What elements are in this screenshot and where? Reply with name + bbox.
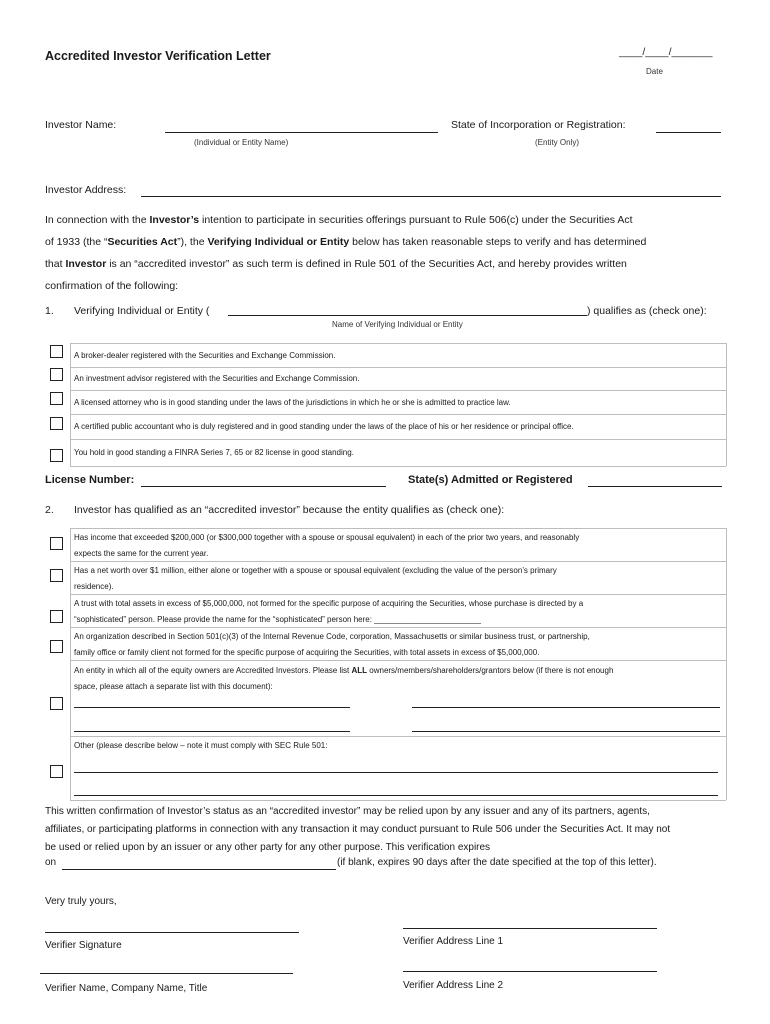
option-net-worth: Has a net worth over $1 million, either alone or together with a spouse or spousal equivalent (excluding the value of the person’s primary residence). (74, 566, 557, 591)
table2-top-border (70, 528, 726, 529)
table1-divider (70, 439, 726, 440)
table2-right-border (726, 528, 727, 800)
other-description-field[interactable] (74, 795, 718, 796)
owner-field[interactable] (412, 707, 720, 708)
finra-checkbox[interactable] (50, 449, 63, 462)
verifier-signature-field[interactable] (45, 932, 299, 933)
option-trust: A trust with total assets in excess of $5,000,000, not formed for the specific purpose of acquiring the Securities, whose purchase is directed by a “sophisticated” person. Please provide the name for the “sophisticated” person here: ________________________ (74, 599, 584, 624)
section1-number: 1. (45, 305, 54, 317)
option-broker-dealer: A broker-dealer registered with the Securities and Exchange Commission. (74, 351, 336, 360)
owner-field[interactable] (74, 731, 350, 732)
investor-name-caption: (Individual or Entity Name) (194, 138, 289, 147)
expires-on-label: on (45, 857, 57, 868)
net-worth-checkbox[interactable] (50, 569, 63, 582)
cpa-checkbox[interactable] (50, 417, 63, 430)
state-caption: (Entity Only) (535, 138, 580, 147)
option-entity-owners: An entity in which all of the equity owners are Accredited Investors. Please list ALL owners/members/shareholders/grantors below (if there is not enough space, please attach a separate list with this document): (74, 666, 614, 691)
investment-advisor-checkbox[interactable] (50, 368, 63, 381)
owner-field[interactable] (74, 707, 350, 708)
section2-number: 2. (45, 504, 54, 516)
other-description-field[interactable] (74, 772, 718, 773)
table1-top-border (70, 343, 726, 344)
table1-divider (70, 367, 726, 368)
expires-note: (if blank, expires 90 days after the date specified at the top of this letter). (337, 857, 657, 868)
license-number-field[interactable] (141, 486, 386, 487)
very-truly-yours: Very truly yours, (45, 896, 117, 907)
trust-checkbox[interactable] (50, 610, 63, 623)
expiration-date-field[interactable] (62, 869, 336, 870)
table2-divider (70, 736, 726, 737)
table1-left-border (70, 343, 71, 466)
states-admitted-label: State(s) Admitted or Registered (408, 474, 573, 486)
state-label: State of Incorporation or Registration: (451, 119, 626, 131)
date-caption: Date (646, 67, 663, 76)
owner-field[interactable] (412, 731, 720, 732)
verifier-name-label: Verifier Name, Company Name, Title (45, 983, 208, 994)
verifier-address1-label: Verifier Address Line 1 (403, 936, 504, 947)
states-admitted-field[interactable] (588, 486, 722, 487)
verifier-address1-field[interactable] (403, 928, 657, 929)
page-title: Accredited Investor Verification Letter (45, 49, 271, 63)
organization-checkbox[interactable] (50, 640, 63, 653)
table1-right-border (726, 343, 727, 466)
table2-bottom-border (70, 800, 726, 801)
investor-address-field[interactable] (141, 196, 721, 197)
closing-paragraph: This written confirmation of Investor’s status as an “accredited investor” may be relied upon by any issuer and any of its partners, agents, affiliates, or participating platforms in connection with any transaction it may conduct pursuant to Rule 506 under the Securities Act. It may not be used or relied upon by an issuer or any other party for any other purpose. This verification expires (45, 806, 671, 853)
state-field[interactable] (656, 132, 721, 133)
verifier-address2-field[interactable] (403, 971, 657, 972)
table1-divider (70, 414, 726, 415)
verifier-address2-label: Verifier Address Line 2 (403, 980, 504, 991)
verifier-name-field[interactable] (40, 973, 293, 974)
section1-tail: ) qualifies as (check one): (587, 305, 707, 317)
option-other: Other (please describe below – note it must comply with SEC Rule 501: (74, 741, 328, 750)
verifying-name-field[interactable] (228, 315, 587, 316)
option-income: Has income that exceeded $200,000 (or $300,000 together with a spouse or spousal equivalent) in each of the prior two years, and reasonably expects the same for the current year. (74, 533, 580, 558)
other-checkbox[interactable] (50, 765, 63, 778)
section1-lead: Verifying Individual or Entity ( (74, 305, 210, 317)
option-investment-advisor: An investment advisor registered with the Securities and Exchange Commission. (74, 374, 360, 383)
intro-paragraph: In connection with the Investor’s intention to participate in securities offerings pursuant to Rule 506(c) under the Securities Act of 1933 (the “Securities Act”), the Verifying Individual or Entity below has taken reasonable steps to verify and has determined that Investor is an “accredited investor” as such term is defined in Rule 501 of the Securities Act, and hereby provides written confirmation of the following: (45, 214, 647, 292)
table1-divider (70, 390, 726, 391)
table1-bottom-border (70, 466, 726, 467)
verifying-name-caption: Name of Verifying Individual or Entity (332, 320, 463, 329)
table2-left-border (70, 528, 71, 800)
option-cpa: A certified public accountant who is duly registered and in good standing under the laws of the place of his or her residence or principal office. (74, 422, 574, 431)
investor-name-label: Investor Name: (45, 119, 117, 131)
option-organization: An organization described in Section 501(c)(3) of the Internal Revenue Code, corporation, Massachusetts or similar business trust, or partnership, family office or family client not formed for the specific purpose of acquiring the Securities, with total assets in excess of $5,000,000. (74, 632, 590, 657)
attorney-checkbox[interactable] (50, 392, 63, 405)
verifier-signature-label: Verifier Signature (45, 940, 122, 951)
section2-lead: Investor has qualified as an “accredited investor” because the entity qualifies as (check one): (74, 504, 505, 516)
option-attorney: A licensed attorney who is in good standing under the laws of the jurisdictions in which he or she is admitted to practice law. (74, 398, 511, 407)
license-number-label: License Number: (45, 474, 135, 486)
income-checkbox[interactable] (50, 537, 63, 550)
date-field[interactable]: ____/____/_______ (619, 46, 713, 58)
broker-dealer-checkbox[interactable] (50, 345, 63, 358)
investor-address-label: Investor Address: (45, 184, 127, 196)
option-finra: You hold in good standing a FINRA Series 7, 65 or 82 license in good standing. (74, 448, 354, 457)
entity-owners-checkbox[interactable] (50, 697, 63, 710)
investor-name-field[interactable] (165, 132, 438, 133)
